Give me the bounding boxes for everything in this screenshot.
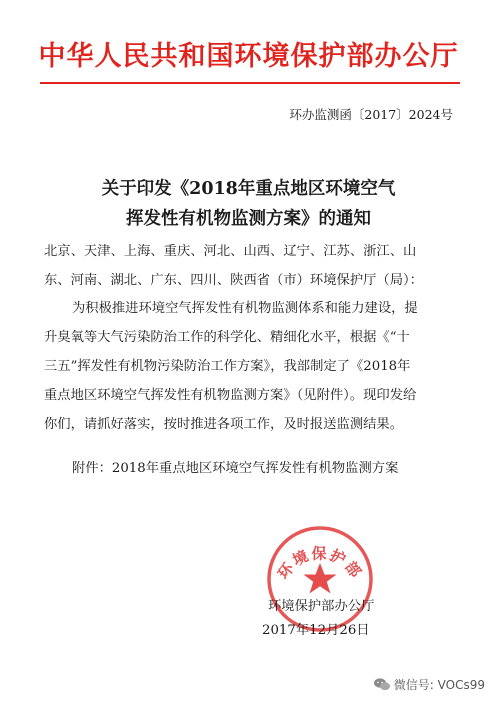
body-line-3: 三五”挥发性有机物污染防治工作方案》，我部制定了《2018年 bbox=[44, 359, 411, 374]
body-line-2: 升臭氧等大气污染防治工作的科学化、精细化水平，根据《“十 bbox=[44, 330, 410, 345]
header-divider bbox=[40, 82, 460, 84]
seal-text: 环境保护部 bbox=[274, 544, 366, 583]
watermark-text: 微信号: VOCs99 bbox=[393, 678, 485, 692]
attachment-note: 附件：2018年重点地区环境空气挥发性有机物监测方案 bbox=[72, 461, 399, 476]
org-header-title: 中华人民共和国环境保护部办公厅 bbox=[38, 41, 459, 72]
body-line-4: 重点地区环境空气挥发性有机物监测方案》（见附件）。现印发给 bbox=[44, 388, 417, 403]
wechat-icon bbox=[374, 678, 390, 691]
body-line-5: 你们，请抓好落实，按时推进各项工作，及时报送监测结果。 bbox=[44, 417, 404, 432]
document-title-line-2: 挥发性有机物监测方案》的通知 bbox=[126, 209, 371, 229]
wechat-watermark bbox=[374, 676, 485, 693]
recipients-line-2: 东、河南、湖北、广东、四川、陕西省（市）环境保护厅（局）： bbox=[44, 273, 423, 288]
recipients-line-1: 北京、天津、上海、重庆、河北、山西、辽宁、江苏、浙江、山 bbox=[44, 244, 417, 259]
document-number: 环办监测函〔2017〕2024号 bbox=[289, 107, 453, 122]
seal-star-icon bbox=[304, 563, 337, 594]
signature-date: 2017年12月26日 bbox=[262, 623, 370, 638]
signature-organization: 环境保护部办公厅 bbox=[268, 599, 375, 614]
document-title-line-1: 关于印发《2018年重点地区环境空气 bbox=[101, 179, 396, 199]
body-line-1: 为积极推进环境空气挥发性有机物监测体系和能力建设，提 bbox=[72, 301, 418, 316]
